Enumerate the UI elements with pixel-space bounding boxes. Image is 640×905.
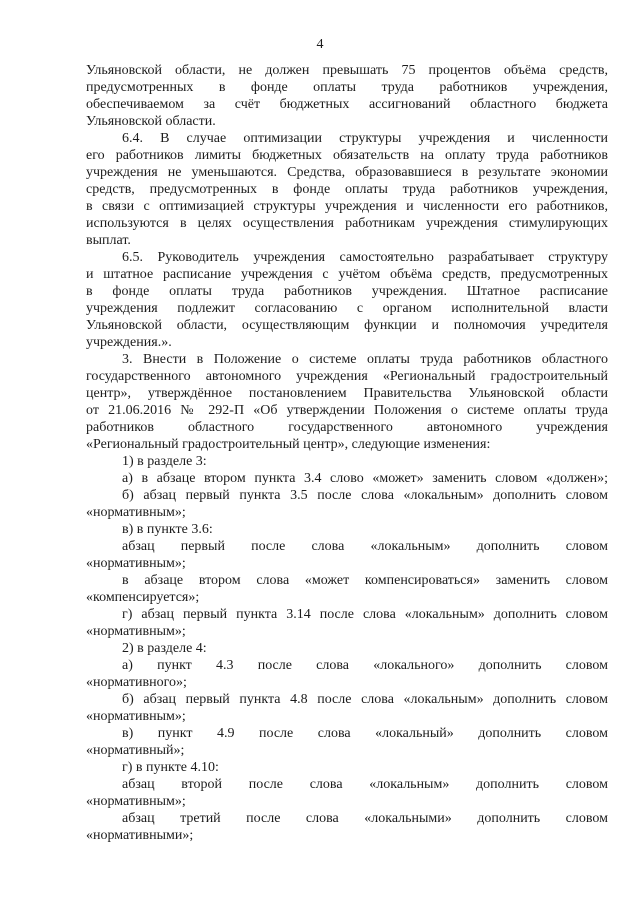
document-body <box>86 62 608 844</box>
text-line: Ульяновской области, осуществляющим функции и полномочия учредителя <box>86 318 608 333</box>
text-line: учреждения подлежит согласованию с органом исполнительной власти <box>86 301 608 316</box>
text-line: б) абзац первый пункта 4.8 после слова «локальным» дополнить словом <box>122 692 608 707</box>
text-line: Ульяновской области, не должен превышать 75 процентов объёма средств, <box>86 63 608 78</box>
text-line: «нормативным»; <box>86 505 186 520</box>
text-line: учреждения не уменьшаются. Средства, образовавшиеся в результате экономии <box>86 165 608 180</box>
text-line: «нормативными»; <box>86 828 194 843</box>
text-line: 3. Внести в Положение о системе оплаты труда работников областного <box>122 352 608 367</box>
text-line: а) в абзаце втором пункта 3.4 слово «может» заменить словом «должен»; <box>122 471 608 486</box>
page-number: 4 <box>316 37 324 52</box>
text-line: Ульяновской области. <box>86 114 216 129</box>
text-line: «компенсируется»; <box>86 590 200 605</box>
text-line: в) пункт 4.9 после слова «локальный» дополнить словом <box>122 726 608 741</box>
text-line: 6.5. Руководитель учреждения самостоятельно разрабатывает структуру <box>122 250 608 265</box>
text-line: в абзаце втором слова «может компенсироваться» заменить словом <box>122 573 608 588</box>
text-line: обеспечиваемом за счёт бюджетных ассигнований областного бюджета <box>86 97 608 112</box>
text-line: г) абзац первый пункта 3.14 после слова «локальным» дополнить словом <box>122 607 608 622</box>
text-line: в) в пункте 3.6: <box>122 522 213 537</box>
text-line: 2) в разделе 4: <box>122 641 207 656</box>
text-line: работников областного государственного автономного учреждения <box>86 420 608 435</box>
text-line: предусмотренных в фонде оплаты труда работников учреждения, <box>86 80 608 95</box>
text-line: «нормативным»; <box>86 794 186 809</box>
text-line: б) абзац первый пункта 3.5 после слова «локальным» дополнить словом <box>122 488 608 503</box>
text-line: абзац первый после слова «локальным» дополнить словом <box>122 539 608 554</box>
text-line: его работников лимиты бюджетных обязательств на оплату труда работников <box>86 148 608 163</box>
text-line: абзац третий после слова «локальными» дополнить словом <box>122 811 608 826</box>
text-line: 1) в разделе 3: <box>122 454 207 469</box>
text-line: 6.4. В случае оптимизации структуры учреждения и численности <box>122 131 608 146</box>
text-line: государственного автономного учреждения «Региональный градостроительный <box>86 369 608 384</box>
text-line: «нормативного»; <box>86 675 187 690</box>
text-line: и штатное расписание учреждения с учётом объёма средств, предусмотренных <box>86 267 608 282</box>
text-line: от 21.06.2016 № 292-П «Об утверждении Положения о системе оплаты труда <box>86 403 608 418</box>
text-line: выплат. <box>86 233 131 248</box>
text-line: г) в пункте 4.10: <box>122 760 219 775</box>
text-line: а) пункт 4.3 после слова «локального» дополнить словом <box>122 658 608 673</box>
text-line: «нормативным»; <box>86 624 186 639</box>
text-line: используются в целях осуществления работникам учреждения стимулирующих <box>86 216 608 231</box>
text-line: «нормативным»; <box>86 709 186 724</box>
text-line: «Региональный градостроительный центр», следующие изменения: <box>86 437 491 452</box>
text-line: центр», утверждённое постановлением Правительства Ульяновской области <box>86 386 608 401</box>
text-line: средств, предусмотренных в фонде оплаты труда работников учреждения, <box>86 182 608 197</box>
text-line: «нормативный»; <box>86 743 185 758</box>
text-line: абзац второй после слова «локальным» дополнить словом <box>122 777 608 792</box>
text-line: учреждения.». <box>86 335 172 350</box>
text-line: в фонде оплаты труда работников учреждения. Штатное расписание <box>86 284 608 299</box>
text-line: «нормативным»; <box>86 556 186 571</box>
text-line: в связи с оптимизацией структуры учреждения и численности его работников, <box>86 199 608 214</box>
